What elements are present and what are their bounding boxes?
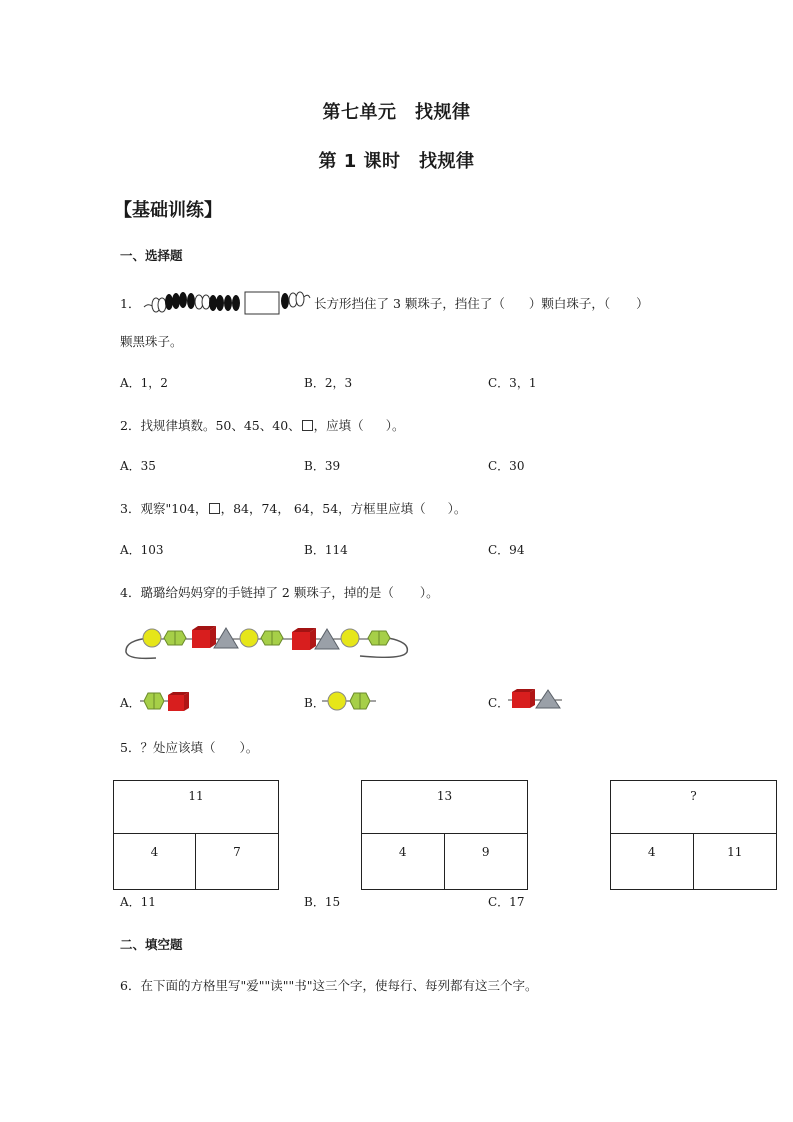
q3-text-c: ）。 (447, 501, 467, 516)
q1-text-b: ）颗白珠子，（ (528, 296, 611, 311)
box3-top-value: ? (611, 781, 776, 834)
q5-option-b[interactable]: B．15 (304, 895, 341, 909)
q5-text-a: 5．？处应该填（ (120, 740, 216, 755)
blank-square-icon (302, 420, 313, 431)
q5-number-box-1 (113, 780, 279, 890)
q4-text-a: 4．璐璐给妈妈穿的手链掉了 2 颗珠子，掉的是（ (120, 585, 394, 600)
question-1 (120, 294, 140, 312)
q3-option-a[interactable]: A．103 (120, 543, 164, 557)
blank-square-icon (209, 503, 220, 514)
q5-number-box-2 (361, 780, 528, 890)
q1-text-a: 长方形挡住了 3 颗珠子，挡住了（ (314, 296, 505, 311)
q3-option-b[interactable]: B．114 (304, 543, 348, 557)
q1-option-a[interactable]: A．1，2 (120, 376, 168, 390)
box1-right-value: 7 (233, 845, 241, 859)
q1-option-b[interactable]: B．2，3 (304, 376, 353, 390)
part2-heading: 二、填空题 (120, 937, 183, 952)
q5-text-b: ）。 (239, 740, 259, 755)
box3-right-value: 11 (727, 845, 743, 859)
q4-option-a-image (140, 688, 192, 714)
q3-text-a: 3．观察"104， (120, 501, 208, 516)
q1-text (314, 294, 649, 312)
q2-text-a: 2．找规律填数。50、45、40、 (120, 418, 301, 433)
question-5 (120, 738, 258, 756)
q2-option-a[interactable]: A．35 (120, 459, 156, 473)
q1-line2: 颗黑珠子。 (120, 334, 183, 349)
q4-option-c-image (508, 686, 564, 712)
q1-option-c[interactable]: C．3，1 (488, 376, 537, 390)
q3-text-b: ，84，74， 64，54，方框里应填（ (220, 501, 426, 516)
question-6: 6．在下面的方格里写"爱""读""书"这三个字，使每行、每列都有这三个字。 (120, 978, 538, 993)
lesson-title: 第 1 课时 找规律 (318, 151, 475, 172)
q1-text-c: ） (636, 296, 649, 311)
q5-option-a[interactable]: A．11 (120, 895, 156, 909)
box3-left-value: 4 (611, 833, 694, 890)
box2-top-value: 13 (362, 781, 527, 834)
part1-heading: 一、选择题 (120, 248, 183, 263)
q4-option-c[interactable] (488, 694, 509, 711)
q5-option-c[interactable]: C．17 (488, 895, 525, 909)
q1-bead-string-image (142, 289, 314, 317)
question-2 (120, 416, 404, 434)
q2-text-c: ）。 (385, 418, 405, 433)
q4-option-b-label: B． (304, 696, 325, 710)
q3-option-c[interactable]: C．94 (488, 543, 525, 557)
q4-option-a[interactable] (120, 694, 141, 711)
q2-option-c[interactable]: C．30 (488, 459, 525, 473)
question-4 (120, 583, 439, 601)
question-3 (120, 499, 466, 517)
q1-number: 1． (120, 296, 141, 311)
q4-option-a-label: A． (120, 696, 141, 710)
q2-text-b: ，应填（ (313, 418, 364, 433)
q4-option-c-label: C． (488, 696, 510, 710)
unit-title: 第七单元 找规律 (322, 102, 471, 123)
q4-text-b: ）。 (419, 585, 439, 600)
box1-top-value: 11 (114, 781, 278, 834)
q4-bracelet-image (120, 620, 410, 666)
box1-left-value: 4 (114, 833, 196, 890)
section-basic-training: 【基础训练】 (114, 200, 222, 221)
q2-option-b[interactable]: B．39 (304, 459, 341, 473)
box2-left-value: 4 (362, 833, 445, 890)
q5-number-box-3 (610, 780, 777, 890)
q4-option-b-image (322, 688, 378, 714)
box2-right-value: 9 (481, 845, 490, 859)
